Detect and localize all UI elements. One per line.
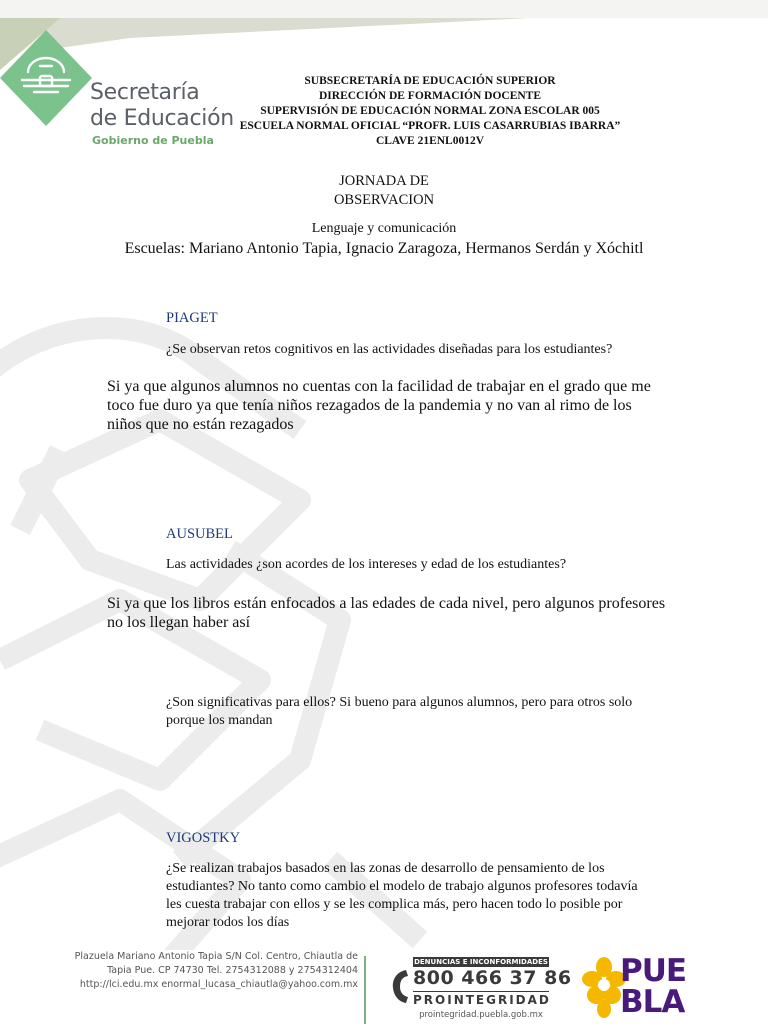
- answer-piaget: Si ya que algunos alumnos no cuentas con la facilidad de trabajar en el grado que me toco fue duro ya que tenía niños rezagados de la pandemia y no van al rimo de los niños que no están rezagados: [107, 378, 651, 433]
- header-line: SUPERVISIÓN DE EDUCACIÓN NORMAL ZONA ESCOLAR 005: [260, 105, 600, 117]
- hotline-rule: [413, 991, 549, 992]
- address-line: http://lci.edu.mx enormal_lucasa_chiautla@yahoo.com.mx: [79, 979, 358, 990]
- puebla-logo-bottom: BLA: [620, 984, 685, 1020]
- section-heading-piaget: PIAGET: [166, 310, 218, 326]
- section-heading-ausubel: AUSUBEL: [166, 526, 233, 542]
- schools-line: Escuelas: Mariano Antonio Tapia, Ignacio Zaragoza, Hermanos Serdán y Xóchitl: [124, 240, 644, 257]
- prointegridad-label: PROINTEGRIDAD: [413, 993, 551, 1007]
- puebla-logo-text: [620, 953, 687, 1020]
- question-ausubel: Las actividades ¿son acordes de los intereses y edad de los estudiantes?: [166, 557, 567, 572]
- subject-line: Lenguaje y comunicación: [311, 221, 457, 236]
- question-piaget: ¿Se observan retos cognitivos en las actividades diseñadas para los estudiantes?: [166, 342, 613, 357]
- header-line: CLAVE 21ENL0012V: [375, 135, 485, 147]
- complaints-badge: DENUNCIAS E INCONFORMIDADES: [414, 958, 548, 966]
- logo-title-line2: de Educación: [90, 106, 234, 131]
- footer-divider: [364, 956, 366, 1024]
- hotline-number: 800 466 37 86: [413, 967, 572, 989]
- phone-icon: [390, 966, 412, 1006]
- document-title-line2: OBSERVACION: [333, 192, 435, 208]
- logo-subtitle: Gobierno de Puebla: [92, 134, 214, 147]
- question-vigostky: ¿Se realizan trabajos basados en las zonas de desarrollo de pensamiento de los estudiantes? No tanto como cambio el modelo de trabajo algunos profesores todavía les cuesta trabajar con ellos y se les complica más, pero hacen todo lo posible por mejorar todos los días: [166, 861, 638, 930]
- question-ausubel-significance: ¿Son significativas para ellos? Si bueno para algunos alumnos, pero para otros solo porque los mandan: [166, 695, 633, 728]
- document-title-line1: JORNADA DE: [339, 173, 429, 189]
- footer-address: [38, 950, 358, 992]
- puebla-logo-top: PUE: [620, 953, 687, 989]
- answer-ausubel: Si ya que los libros están enfocados a las edades de cada nivel, pero algunos profesores no los llegan haber así: [107, 595, 666, 631]
- logo-title-line1: Secretaría: [90, 80, 200, 105]
- prointegridad-url: prointegridad.puebla.gob.mx: [419, 1010, 543, 1020]
- header-line: ESCUELA NORMAL OFICIAL “PROFR. LUIS CASARRUBIAS IBARRA”: [239, 120, 621, 132]
- header-line: SUBSECRETARÍA DE EDUCACIÓN SUPERIOR: [304, 75, 556, 87]
- section-heading-vigostky: VIGOSTKY: [166, 830, 241, 846]
- address-line: Tapia Pue. CP 74730 Tel. 2754312088 y 2754312404: [107, 965, 358, 976]
- header-line: DIRECCIÓN DE FORMACIÓN DOCENTE: [318, 90, 542, 102]
- secretaria-logo-icon: [0, 30, 92, 126]
- address-line: Plazuela Mariano Antonio Tapia S/N Col. Centro, Chiautla de: [74, 951, 358, 962]
- institution-header: [200, 74, 660, 149]
